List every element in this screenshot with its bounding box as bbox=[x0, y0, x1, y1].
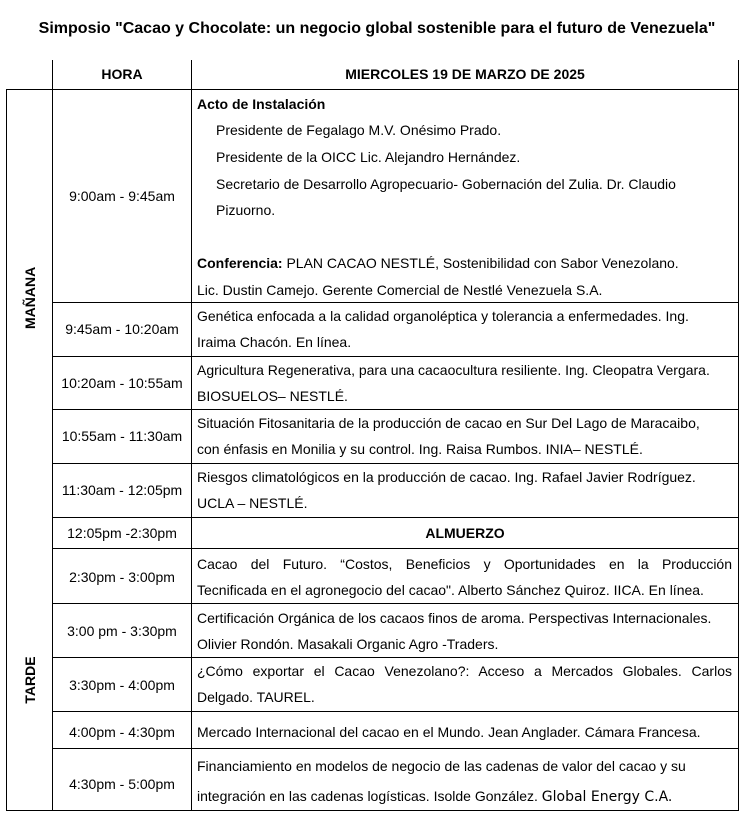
grid-line bbox=[52, 302, 738, 303]
session-text: ¿Cómo exportar el Cacao Venezolano?: Acceso a Mercados Globales. Carlos bbox=[197, 663, 732, 679]
time-slot: 3:30pm - 4:00pm bbox=[69, 677, 175, 693]
grid-line bbox=[6, 90, 7, 811]
session-conference bbox=[197, 255, 679, 271]
period-afternoon: TARDE bbox=[22, 656, 38, 704]
session-text: Agricultura Regenerativa, para una cacaocultura resiliente. Ing. Cleopatra Vergara. bbox=[197, 362, 710, 378]
session-speaker: Presidente de la OICC Lic. Alejandro Hernández. bbox=[216, 149, 521, 165]
time-slot: 11:30am - 12:05pm bbox=[61, 482, 183, 498]
session-speaker: Secretario de Desarrollo Agropecuario- Gobernación del Zulia. Dr. Claudio bbox=[216, 176, 676, 192]
conference-label: Conferencia: bbox=[197, 255, 283, 271]
time-slot: 4:30pm - 5:00pm bbox=[69, 776, 175, 792]
time-slot: 4:00pm - 4:30pm bbox=[69, 724, 175, 740]
session-text: Mercado Internacional del cacao en el Mundo. Jean Anglader. Cámara Francesa. bbox=[197, 724, 701, 740]
grid-line bbox=[6, 810, 738, 811]
session-text: UCLA – NESTLÉ. bbox=[197, 495, 308, 511]
grid-line bbox=[52, 657, 738, 658]
time-slot: 10:55am - 11:30am bbox=[61, 428, 183, 444]
time-slot: 10:20am - 10:55am bbox=[61, 375, 183, 391]
organization: Global Energy C.A. bbox=[541, 789, 673, 805]
session-text: Tecnificada en el agronegocio del cacao". Alberto Sánchez Quiroz. IICA. En línea. bbox=[197, 582, 704, 598]
session-text: Iraima Chacón. En línea. bbox=[197, 334, 352, 350]
hora-header: HORA bbox=[101, 66, 143, 82]
time-slot: 9:00am - 9:45am bbox=[69, 188, 175, 204]
session-text: Olivier Rondón. Masakali Organic Agro -Traders. bbox=[197, 636, 499, 652]
session-text: Genética enfocada a la calidad organoléptica y tolerancia a enfermedades. Ing. bbox=[197, 308, 689, 324]
conference-title: PLAN CACAO NESTLÉ, Sostenibilidad con Sabor Venezolano. bbox=[286, 255, 679, 271]
lunch-label: ALMUERZO bbox=[425, 525, 505, 541]
session-text: BIOSUELOS– NESTLÉ. bbox=[197, 388, 348, 404]
grid-line bbox=[52, 548, 738, 549]
session-text: con énfasis en Monilia y su control. Ing. Raisa Rumbos. INIA– NESTLÉ. bbox=[197, 441, 643, 457]
grid-line bbox=[52, 711, 738, 712]
session-text: Situación Fitosanitaria de la producción de cacao en Sur Del Lago de Maracaibo, bbox=[197, 415, 700, 431]
grid-line bbox=[6, 89, 738, 90]
session-heading: Acto de Instalación bbox=[197, 96, 326, 112]
session-text: Delgado. TAUREL. bbox=[197, 689, 315, 705]
time-slot: 2:30pm - 3:00pm bbox=[69, 569, 175, 585]
session-speaker: Presidente de Fegalago M.V. Onésimo Prado. bbox=[216, 122, 502, 138]
session-text bbox=[197, 788, 672, 805]
session-text: Certificación Orgánica de los cacaos finos de aroma. Perspectivas Internacionales. bbox=[197, 610, 712, 626]
grid-line bbox=[52, 356, 738, 357]
session-text: Riesgos climatológicos en la producción de cacao. Ing. Rafael Javier Rodríguez. bbox=[197, 469, 696, 485]
grid-line bbox=[52, 603, 738, 604]
session-speaker: Pizuorno. bbox=[216, 202, 276, 218]
document-title: Simposio "Cacao y Chocolate: un negocio global sostenible para el futuro de Venezuela" bbox=[38, 20, 716, 37]
time-slot: 3:00 pm - 3:30pm bbox=[67, 623, 177, 639]
grid-line bbox=[52, 409, 738, 410]
grid-line bbox=[52, 463, 738, 464]
session-speaker: integración en las cadenas logísticas. Isolde González. bbox=[197, 788, 538, 804]
period-morning: MAÑANA bbox=[22, 266, 38, 329]
session-text: Financiamiento en modelos de negocio de las cadenas de valor del cacao y su bbox=[197, 758, 686, 774]
session-speaker: Lic. Dustin Camejo. Gerente Comercial de Nestlé Venezuela S.A. bbox=[197, 282, 603, 298]
session-text: Cacao del Futuro. “Costos, Beneficios y Oportunidades en la Producción bbox=[197, 556, 732, 572]
day-header: MIERCOLES 19 DE MARZO DE 2025 bbox=[345, 66, 585, 82]
grid-line bbox=[52, 748, 738, 749]
time-slot: 9:45am - 10:20am bbox=[65, 321, 179, 337]
grid-line bbox=[52, 517, 738, 518]
grid-line bbox=[191, 60, 192, 811]
grid-line bbox=[738, 60, 739, 811]
time-slot: 12:05pm -2:30pm bbox=[67, 525, 177, 541]
